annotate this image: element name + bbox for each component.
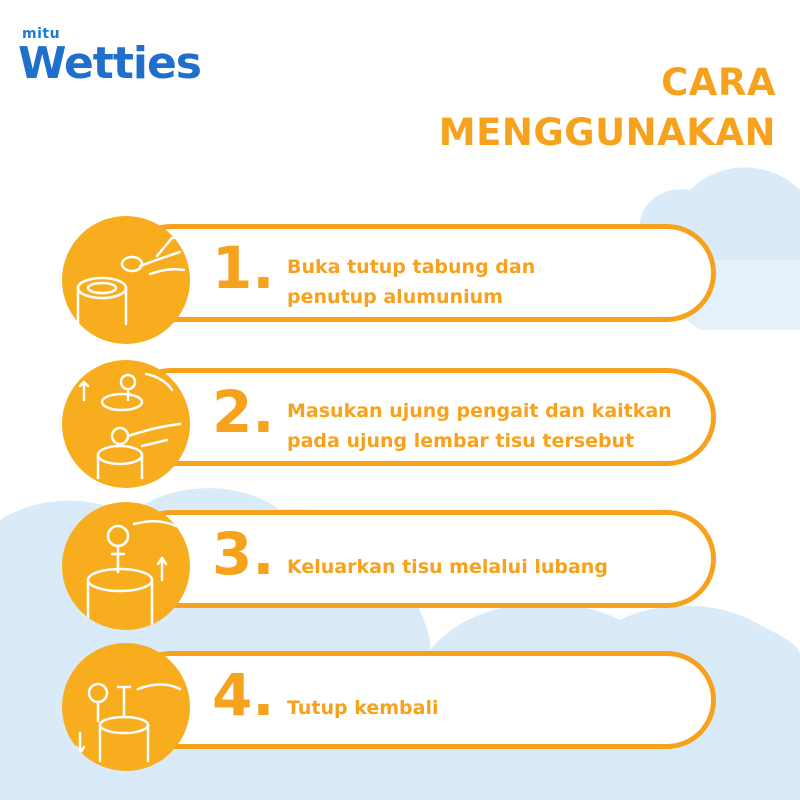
step-3: [62, 502, 722, 634]
step-text: [287, 693, 707, 723]
step-text-line: penutup alumunium: [287, 286, 503, 308]
step-number: 4.: [212, 661, 275, 729]
hook-tissue-icon: [62, 360, 190, 488]
step-text-line: Tutup kembali: [287, 697, 439, 719]
step-text-line: pada ujung lembar tisu tersebut: [287, 430, 635, 452]
step-text: [287, 552, 707, 582]
step-illustration: [62, 643, 190, 771]
step-text-line: Keluarkan tisu melalui lubang: [287, 556, 608, 578]
brand-name: Wetties: [18, 38, 201, 89]
step-illustration: [62, 502, 190, 630]
step-text-line: Buka tutup tabung dan: [287, 256, 536, 278]
page-title: [439, 58, 776, 158]
step-illustration: [62, 360, 190, 488]
step-2: [62, 360, 722, 492]
step-number: 3.: [212, 520, 275, 588]
step-number: 1.: [212, 234, 275, 302]
step-number: 2.: [212, 378, 275, 446]
pull-tissue-icon: [62, 502, 190, 630]
step-4: [62, 643, 722, 775]
title-line-1: CARA: [661, 61, 776, 104]
step-text: [287, 396, 707, 456]
step-text-line: Masukan ujung pengait dan kaitkan: [287, 400, 672, 422]
step-text: [287, 252, 707, 312]
step-illustration: [62, 216, 190, 344]
open-lid-icon: [62, 216, 190, 344]
title-line-2: MENGGUNAKAN: [438, 111, 776, 154]
brand-subtitle: mitu: [22, 26, 61, 42]
step-1: [62, 216, 722, 348]
close-lid-icon: [62, 643, 190, 771]
